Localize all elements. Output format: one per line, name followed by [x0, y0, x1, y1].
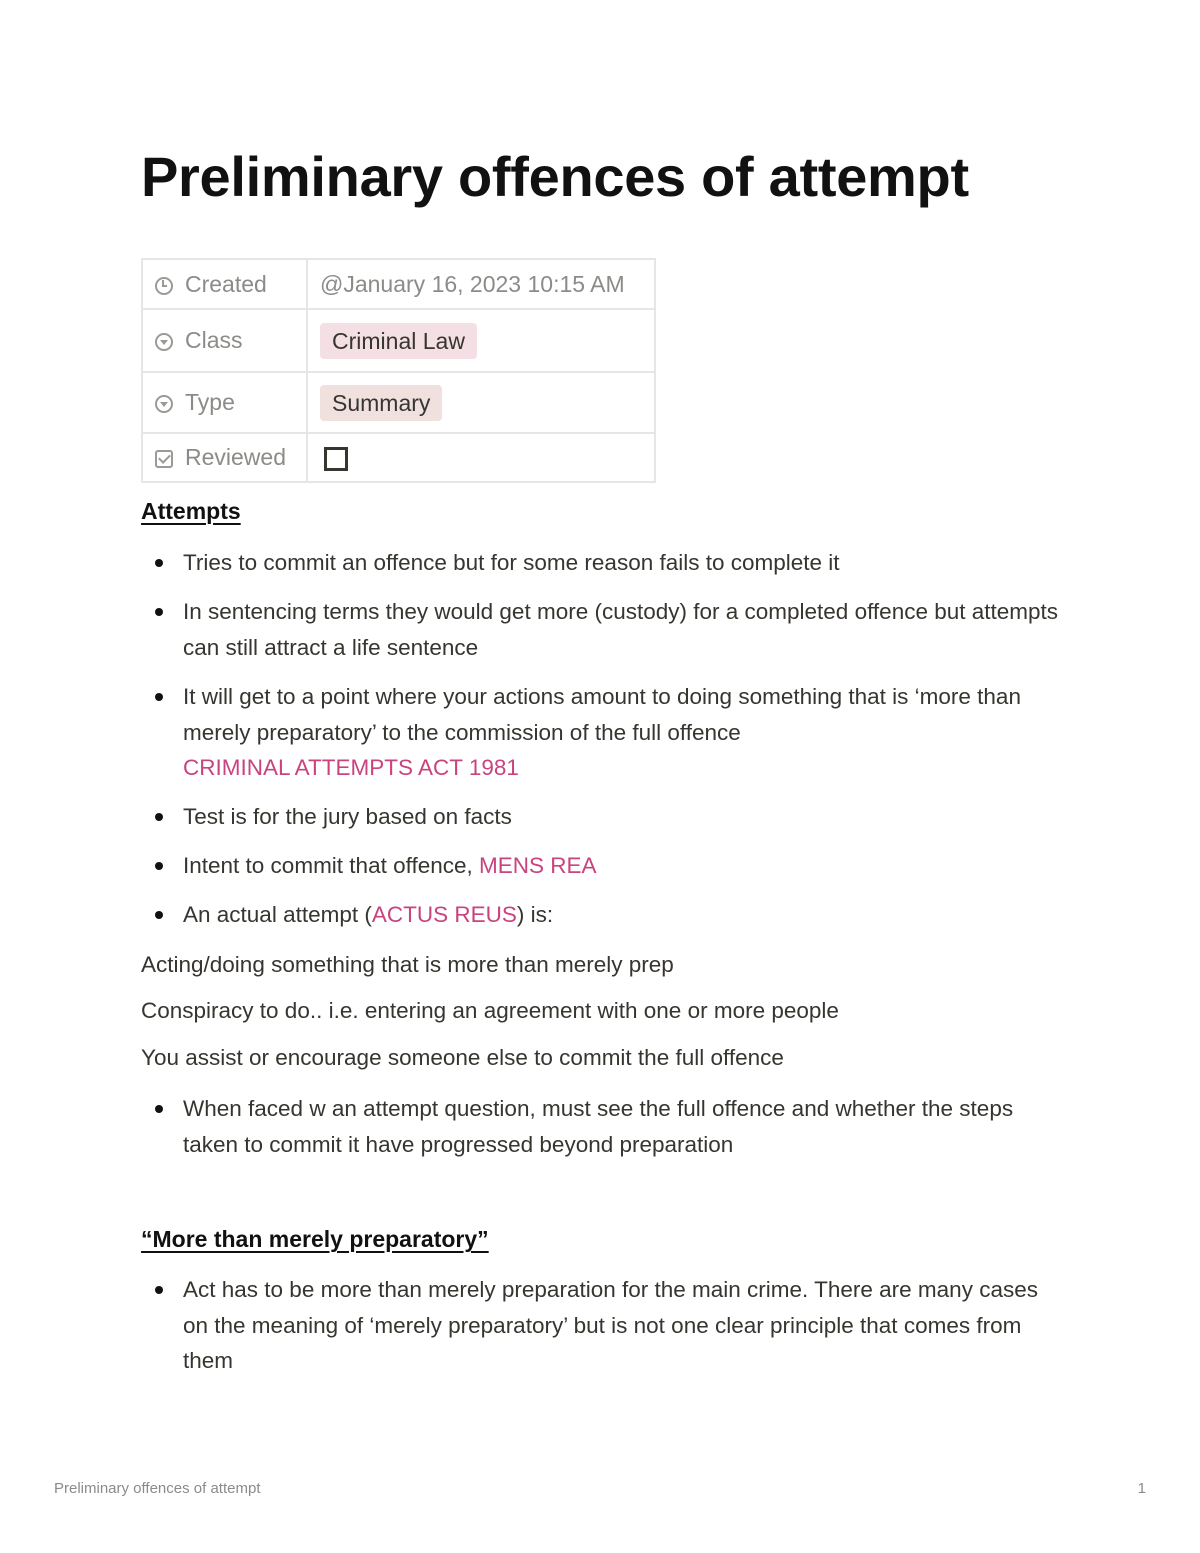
- footer-title: Preliminary offences of attempt: [54, 1480, 261, 1497]
- list-item-text: In sentencing terms they would get more (custody) for a completed offence but attempts can still attract a life sentence: [183, 599, 1059, 660]
- heading-attempts: Attempts: [141, 498, 241, 524]
- checkbox-icon: [155, 450, 173, 468]
- property-row-class: [142, 309, 655, 372]
- reviewed-value-cell[interactable]: [307, 433, 655, 482]
- mens-rea-link[interactable]: MENS REA: [479, 853, 597, 878]
- class-label: Class: [185, 327, 243, 353]
- class-value-cell[interactable]: [307, 309, 655, 372]
- property-row-created: [142, 259, 655, 309]
- property-row-type: [142, 372, 655, 433]
- bullet-dot-icon: [155, 911, 163, 919]
- properties-table: [141, 258, 656, 483]
- reviewed-label: Reviewed: [185, 444, 286, 470]
- created-label: Created: [185, 270, 267, 297]
- created-value[interactable]: @January 16, 2023 10:15 AM: [307, 259, 655, 309]
- clock-icon: [155, 277, 173, 295]
- type-value-cell[interactable]: [307, 372, 655, 433]
- criminal-attempts-act-link[interactable]: CRIMINAL ATTEMPTS ACT 1981: [183, 755, 519, 780]
- select-icon: [155, 395, 173, 413]
- paragraph: Conspiracy to do.. i.e. entering an agreement with one or more people: [141, 998, 839, 1023]
- property-name-created: [142, 259, 307, 309]
- type-tag[interactable]: Summary: [320, 385, 442, 421]
- bullet-dot-icon: [155, 608, 163, 616]
- bullet-dot-icon: [155, 813, 163, 821]
- list-item: [141, 545, 1061, 581]
- class-tag[interactable]: Criminal Law: [320, 323, 477, 359]
- list-item-text: When faced w an attempt question, must see the full offence and whether the steps taken to commit it have progressed beyond preparation: [183, 1096, 1014, 1157]
- type-label: Type: [185, 389, 235, 415]
- heading-more-than-merely-preparatory: “More than merely preparatory”: [141, 1226, 489, 1252]
- list-item: [141, 897, 1061, 933]
- list-item: [141, 1091, 1061, 1162]
- list-item: [141, 799, 1061, 835]
- list-item-text: Tries to commit an offence but for some reason fails to complete it: [183, 550, 840, 575]
- list-item-text: Act has to be more than merely preparation for the main crime. There are many cases on the meaning of ‘merely preparatory’ but is not one clear principle that comes from them: [183, 1277, 1038, 1373]
- bullet-dot-icon: [155, 559, 163, 567]
- select-icon: [155, 333, 173, 351]
- page-number: 1: [1137, 1480, 1146, 1497]
- bullet-dot-icon: [155, 1286, 163, 1294]
- actus-reus-link[interactable]: ACTUS REUS: [371, 902, 517, 927]
- property-name-type: [142, 372, 307, 433]
- property-name-class: [142, 309, 307, 372]
- list-item-text: It will get to a point where your actions amount to doing something that is ‘more than merely preparatory’ to the commission of the full offence: [183, 684, 1021, 745]
- paragraph: You assist or encourage someone else to commit the full offence: [141, 1045, 784, 1070]
- property-name-reviewed: [142, 433, 307, 482]
- list-item: [141, 594, 1061, 665]
- list-item-text: Test is for the jury based on facts: [183, 804, 512, 829]
- bullet-dot-icon: [155, 862, 163, 870]
- property-row-reviewed: [142, 433, 655, 482]
- list-item-text-end: ) is:: [516, 902, 554, 927]
- bullet-dot-icon: [155, 693, 163, 701]
- list-item: [141, 679, 1061, 786]
- list-item: [141, 1272, 1061, 1379]
- page-title: Preliminary offences of attempt: [141, 145, 969, 208]
- list-item-text: Intent to commit that offence,: [183, 853, 479, 878]
- list-item: [141, 848, 1061, 884]
- paragraph: Acting/doing something that is more than merely prep: [141, 952, 674, 977]
- bullet-dot-icon: [155, 1105, 163, 1113]
- reviewed-checkbox[interactable]: [324, 447, 348, 471]
- list-item-text: An actual attempt (: [183, 902, 372, 927]
